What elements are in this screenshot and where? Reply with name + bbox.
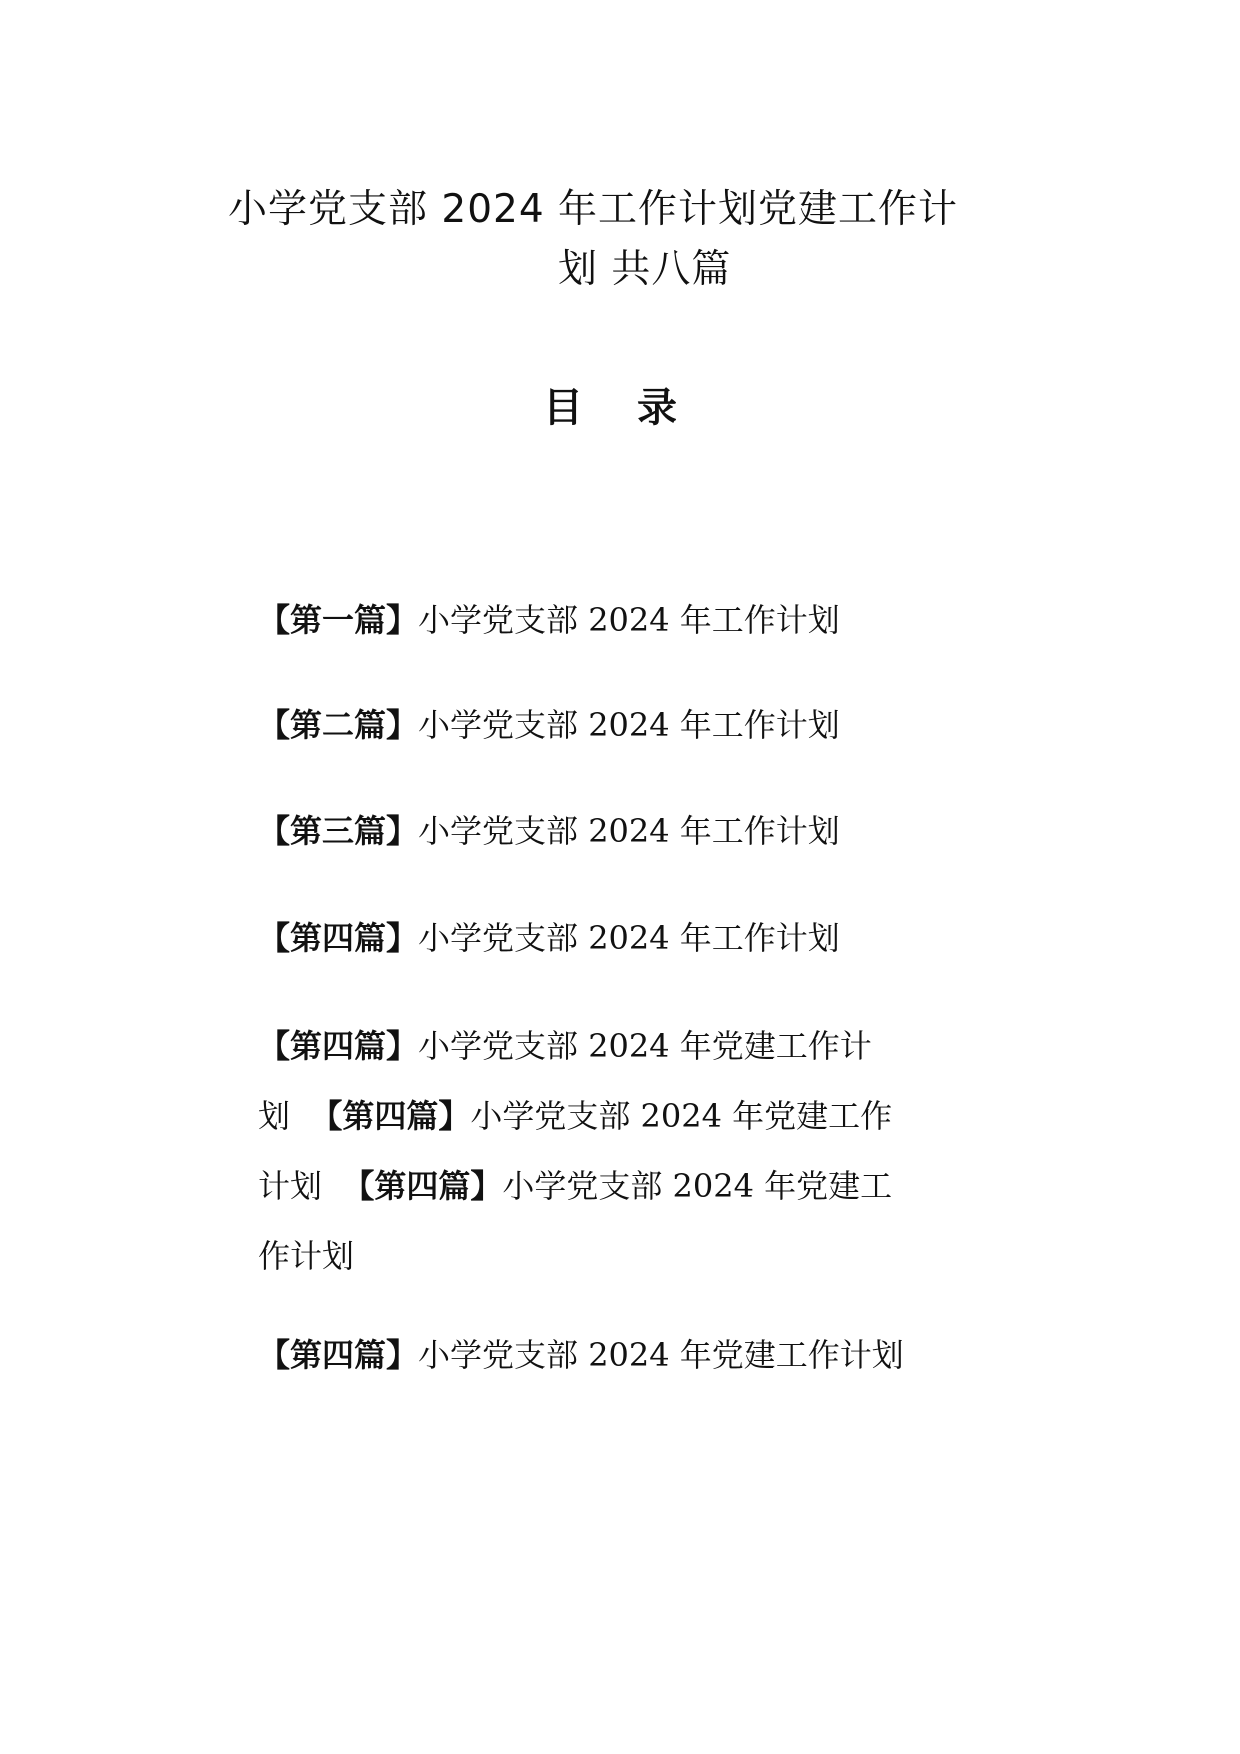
toc-item-label: 【第三篇】 (258, 812, 419, 850)
toc-item-1[interactable] (258, 585, 918, 655)
toc-item-label: 【第二篇】 (258, 706, 419, 744)
toc-heading: 目 录 (543, 385, 697, 431)
toc-item-label: 【第四篇】 (258, 919, 419, 957)
toc-item-5[interactable] (258, 1011, 918, 1291)
toc-item-text: 小学党支部 2024 年工作计划 (418, 919, 840, 957)
toc-item-4[interactable] (258, 903, 918, 973)
toc-item-text: 小学党支部 2024 年党建工作计划 (258, 1097, 893, 1205)
toc-item-text: 小学党支部 2024 年工作计划 (418, 812, 840, 850)
toc-item-3[interactable] (258, 796, 918, 866)
toc-item-8[interactable] (258, 1320, 918, 1390)
toc-item-label: 【第四篇】 (258, 1027, 419, 1065)
toc-item-text: 小学党支部 2024 年党建工作计划 (258, 1167, 893, 1275)
toc-item-label: 【第四篇】 (258, 1336, 419, 1374)
toc-item-label: 【第四篇】 (310, 1097, 471, 1135)
toc-item-label: 【第四篇】 (342, 1167, 503, 1205)
toc-item-text: 小学党支部 2024 年党建工作计划 (258, 1027, 872, 1135)
toc-item-2[interactable] (258, 690, 918, 760)
toc-item-text: 小学党支部 2024 年工作计划 (418, 706, 840, 744)
toc-item-text: 小学党支部 2024 年工作计划 (418, 601, 840, 639)
toc-item-label: 【第一篇】 (258, 601, 419, 639)
document-title-line-1: 小学党支部 2024 年工作计划党建工作计 (228, 187, 959, 232)
document-title-line-2: 划 共八篇 (558, 247, 732, 292)
document-title (228, 180, 1018, 300)
toc-item-text: 小学党支部 2024 年党建工作计划 (418, 1336, 904, 1374)
